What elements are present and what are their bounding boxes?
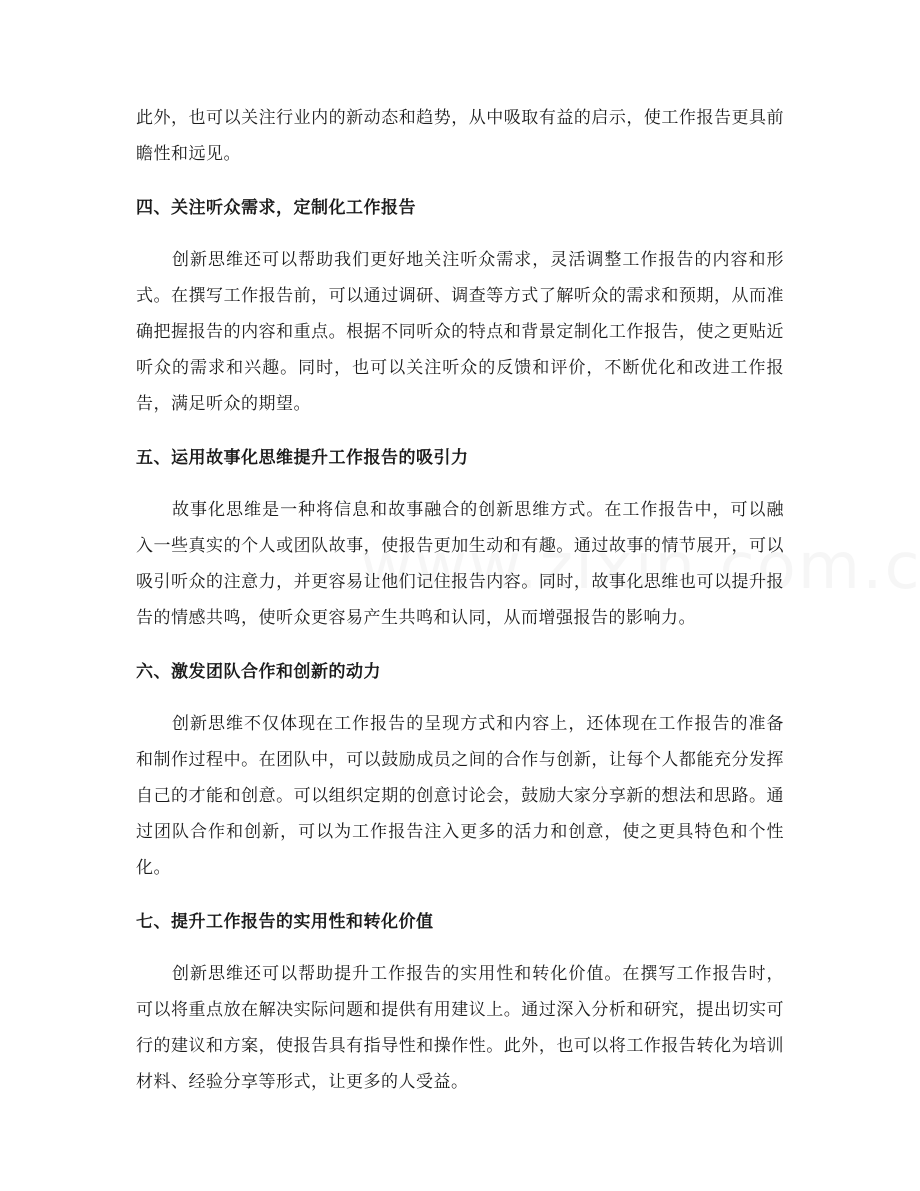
section-body-5: 故事化思维是一种将信息和故事融合的创新思维方式。在工作报告中，可以融入一些真实的个人或团队故事，使报告更加生动和有趣。通过故事的情节展开，可以吸引听众的注意力，并更容易让他们记住报告内容。同时，故事化思维也可以提升报告的情感共鸣，使听众更容易产生共鸣和认同，从而增强报告的影响力。 xyxy=(136,500,784,628)
section-heading-7: 七、提升工作报告的实用性和转化价值 xyxy=(136,912,434,932)
section-heading-4: 四、关注听众需求，定制化工作报告 xyxy=(136,198,416,218)
document-page xyxy=(136,100,784,1100)
section-heading-5: 五、运用故事化思维提升工作报告的吸引力 xyxy=(136,448,469,468)
section-heading-6: 六、激发团队合作和创新的动力 xyxy=(136,662,381,682)
section-body-4: 创新思维还可以帮助我们更好地关注听众需求，灵活调整工作报告的内容和形式。在撰写工作报告前，可以通过调研、调查等方式了解听众的需求和预期，从而准确把握报告的内容和重点。根据不同听众的特点和背景定制化工作报告，使之更贴近听众的需求和兴趣。同时，也可以关注听众的反馈和评价，不断优化和改进工作报告，满足听众的期望。 xyxy=(136,250,784,414)
section-body-7: 创新思维还可以帮助提升工作报告的实用性和转化价值。在撰写工作报告时，可以将重点放在解决实际问题和提供有用建议上。通过深入分析和研究，提出切实可行的建议和方案，使报告具有指导性和操作性。此外，也可以将工作报告转化为培训材料、经验分享等形式，让更多的人受益。 xyxy=(136,964,784,1092)
intro-paragraph: 此外，也可以关注行业内的新动态和趋势，从中吸取有益的启示，使工作报告更具前瞻性和远见。 xyxy=(136,108,784,164)
section-body-6: 创新思维不仅体现在工作报告的呈现方式和内容上，还体现在工作报告的准备和制作过程中。在团队中，可以鼓励成员之间的合作与创新，让每个人都能充分发挥自己的才能和创意。可以组织定期的创意讨论会，鼓励大家分享新的想法和思路。通过团队合作和创新，可以为工作报告注入更多的活力和创意，使之更具特色和个性化。 xyxy=(136,714,784,878)
